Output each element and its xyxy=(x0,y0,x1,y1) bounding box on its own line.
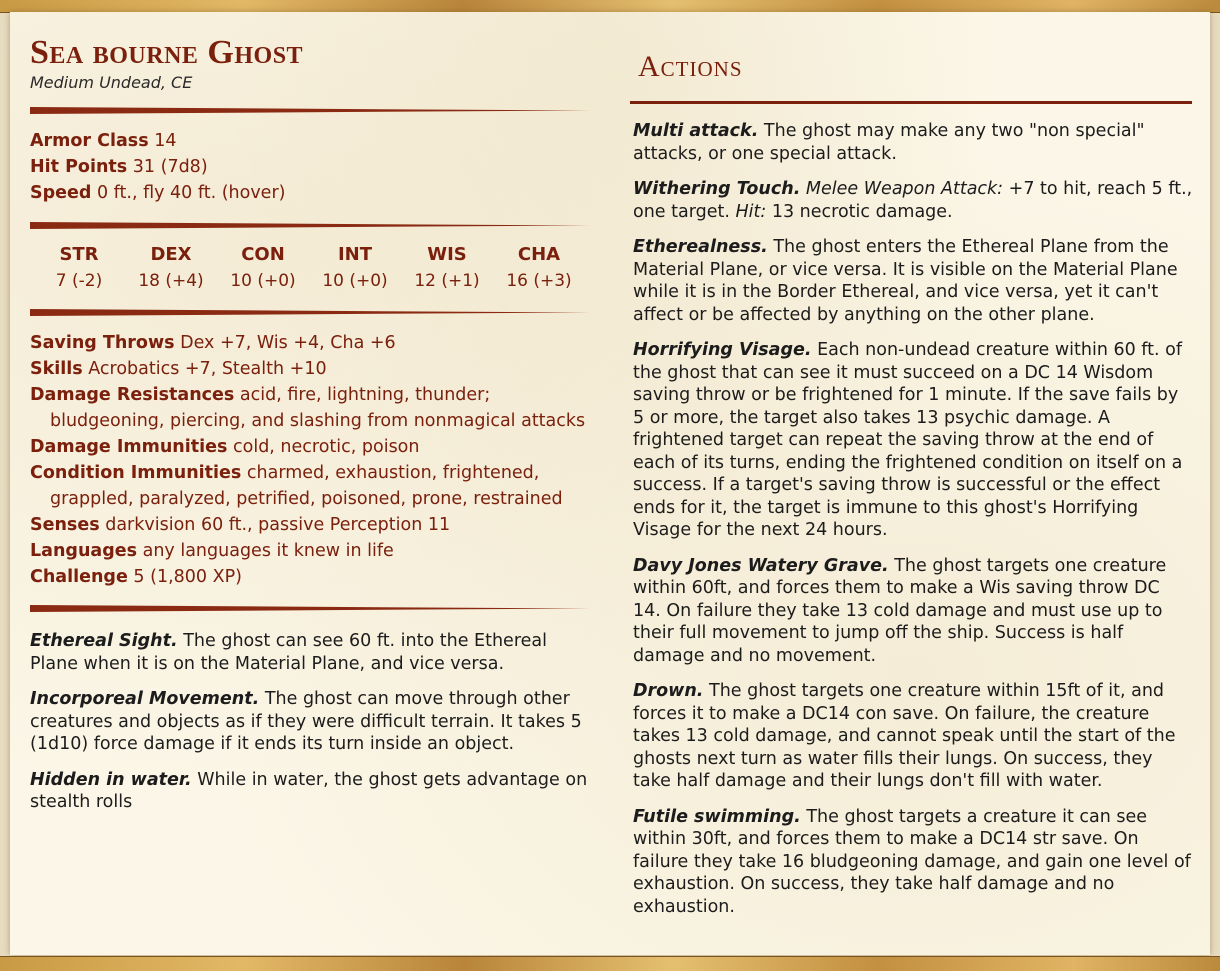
traits-list xyxy=(30,630,590,827)
trait-hidden-in-water: Hidden in water. While in water, the ghost gets advantage on stealth rolls xyxy=(30,769,588,812)
actions-heading: Actions xyxy=(638,50,743,83)
ability-dex: DEX 18 (+4) xyxy=(138,244,204,291)
divider-rule xyxy=(30,222,590,229)
armor-class: Armor Class 14 xyxy=(30,131,177,151)
speed: Speed 0 ft., fly 40 ft. (hover) xyxy=(30,183,286,203)
bottom-border-bar xyxy=(0,956,1220,971)
skills: Skills Acrobatics +7, Stealth +10 xyxy=(30,359,327,379)
ability-int: INT 10 (+0) xyxy=(322,244,388,291)
stat-block-sheet xyxy=(10,12,1210,955)
action-davy-jones-watery-grave: Davy Jones Watery Grave. The ghost targets one creature within 60ft, and forces them to make a Wis saving throw DC 14. On failure they take 13 cold damage and must use up to their full movement to jump off the ship. Success is half damage and no movement. xyxy=(633,555,1167,666)
actions-heading-rule xyxy=(630,101,1192,104)
ability-wis: WIS 12 (+1) xyxy=(414,244,480,291)
core-stats xyxy=(30,128,590,206)
ability-cha: CHA 16 (+3) xyxy=(506,244,572,291)
properties xyxy=(30,330,590,590)
challenge: Challenge 5 (1,800 XP) xyxy=(30,567,242,587)
action-multi-attack: Multi attack. The ghost may make any two "non special" attacks, or one special attack. xyxy=(633,121,1145,164)
monster-name: Sea bourne Ghost xyxy=(30,34,304,71)
divider-rule xyxy=(30,107,590,114)
ability-str: STR 7 (-2) xyxy=(55,244,103,291)
ability-scores xyxy=(30,242,590,304)
trait-incorporeal-movement: Incorporeal Movement. The ghost can move through other creatures and objects as if they were difficult terrain. It takes 5 (1d10) force damage if it ends its turn inside an object. xyxy=(30,689,582,754)
actions-list xyxy=(633,120,1193,931)
divider-rule xyxy=(30,309,590,316)
languages: Languages any languages it knew in life xyxy=(30,541,394,561)
action-withering-touch: Withering Touch. Melee Weapon Attack: +7 to hit, reach 5 ft., one target. Hit: 13 necrotic damage. xyxy=(633,179,1193,222)
hit-points: Hit Points 31 (7d8) xyxy=(30,157,208,177)
trait-ethereal-sight: Ethereal Sight. The ghost can see 60 ft. into the Ethereal Plane when it is on the Material Plane, and vice versa. xyxy=(30,631,547,674)
ability-con: CON 10 (+0) xyxy=(230,244,296,291)
divider-rule xyxy=(30,605,590,612)
saving-throws: Saving Throws Dex +7, Wis +4, Cha +6 xyxy=(30,333,396,353)
action-drown: Drown. The ghost targets one creature within 15ft of it, and forces it to make a DC14 con save. On failure, the creature takes 13 cold damage, and cannot speak until the start of the ghosts next turn as water fills their lungs. On success, they take half damage and their lungs don't fill with water. xyxy=(633,681,1176,791)
monster-type: Medium Undead, CE xyxy=(30,73,193,92)
condition-immunities: Condition Immunities charmed, exhaustion, frightened, grappled, paralyzed, petrified, poisoned, prone, restrained xyxy=(30,463,563,509)
action-etherealness: Etherealness. The ghost enters the Ethereal Plane from the Material Plane, or vice versa. It is visible on the Material Plane while it is in the Border Ethereal, and vice versa, yet it can't affect or be affected by anything on the other plane. xyxy=(633,237,1178,325)
senses: Senses darkvision 60 ft., passive Perception 11 xyxy=(30,515,451,535)
action-horrifying-visage: Horrifying Visage. Each non-undead creature within 60 ft. of the ghost that can see it must succeed on a DC 14 Wisdom saving throw or be frightened for 1 minute. If the save fails by 5 or more, the target also takes 13 psychic damage. A frightened target can repeat the saving throw at the end of each of its turns, ending the frightened condition on itself on a success. If a target's saving throw is successful or the effect ends for it, the target is immune to this ghost's Horrifying Visage for the next 24 hours. xyxy=(633,340,1183,540)
damage-immunities: Damage Immunities cold, necrotic, poison xyxy=(30,437,420,457)
action-futile-swimming: Futile swimming. The ghost targets a creature it can see within 30ft, and forces them to make a DC14 str save. On failure they take 16 bludgeoning damage, and gain one level of exhaustion. On success, they take half damage and no exhaustion. xyxy=(633,806,1191,917)
damage-resistances: Damage Resistances acid, fire, lightning, thunder; bludgeoning, piercing, and slashing from nonmagical attacks xyxy=(30,385,586,431)
